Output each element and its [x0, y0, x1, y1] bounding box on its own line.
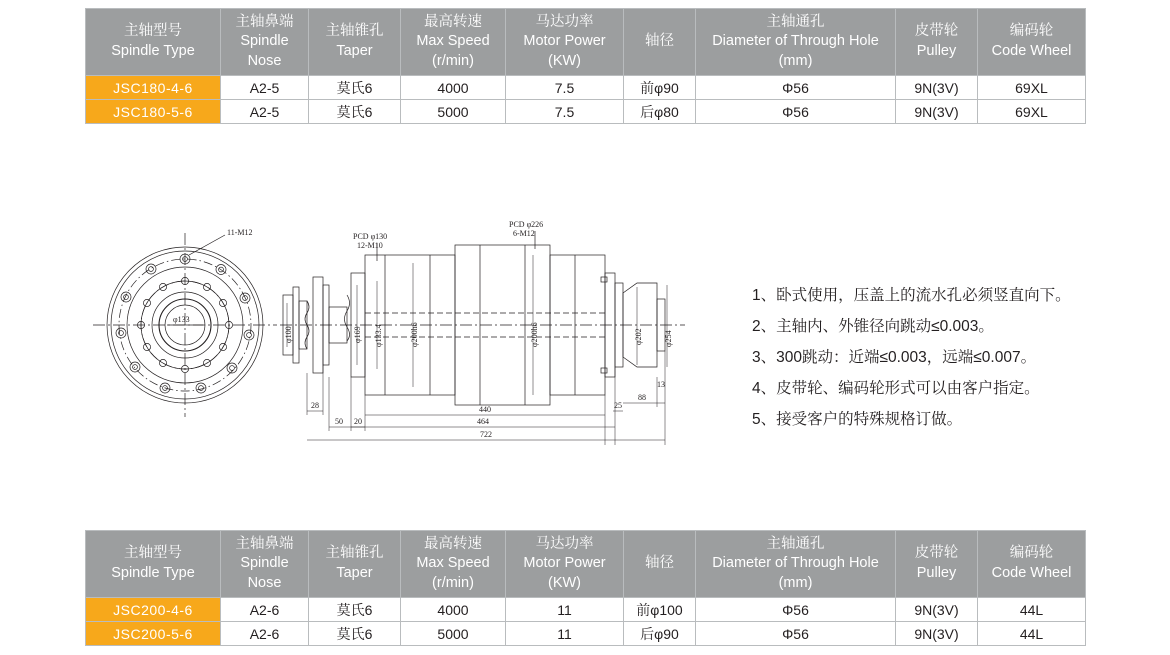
col-motor-power-cn: 马达功率	[535, 535, 594, 552]
note-item-3: 3、300跳动：近端≤0.003，远端≤0.007。	[752, 349, 1037, 366]
col-code-wheel	[978, 531, 1086, 598]
col-through-hole-unit: (mm)	[778, 574, 813, 591]
cell-code-wheel: 44L	[978, 598, 1086, 622]
col-taper-cn: 主轴锥孔	[325, 23, 384, 40]
col-motor-power-unit: (KW)	[547, 52, 581, 69]
label-25: 25	[614, 401, 622, 410]
cell-pulley: 9N(3V)	[896, 100, 978, 124]
col-spindle-nose-en2: Nose	[247, 52, 282, 69]
cell-taper: 莫氏6	[309, 100, 401, 124]
front-view	[93, 228, 277, 417]
col-shaft-diameter	[624, 9, 696, 76]
col-max-speed-en: Max Speed	[416, 33, 490, 50]
cell-max-speed: 4000	[401, 76, 506, 100]
table-row	[86, 622, 1086, 646]
col-spindle-nose-en2: Nose	[247, 574, 282, 591]
col-pulley-cn: 皮带轮	[914, 23, 959, 40]
cell-model: JSC200-4-6	[86, 598, 221, 622]
cell-nose: A2-5	[221, 76, 309, 100]
col-code-wheel-en: Code Wheel	[991, 565, 1072, 581]
technical-drawing	[85, 215, 745, 485]
label-pcd-226: PCD φ226	[509, 220, 544, 229]
cell-nose: A2-6	[221, 598, 309, 622]
col-motor-power	[506, 531, 624, 598]
col-spindle-type	[86, 9, 221, 76]
col-motor-power-cn: 马达功率	[535, 13, 594, 30]
spec-table-bottom	[85, 530, 1086, 646]
col-shaft-diameter-cn: 轴径	[645, 555, 674, 572]
col-through-hole	[696, 531, 896, 598]
table-row	[86, 100, 1086, 124]
col-motor-power	[506, 9, 624, 76]
label-dia-169: φ169	[353, 326, 362, 343]
col-pulley	[896, 531, 978, 598]
label-464: 464	[477, 417, 489, 426]
cell-code-wheel: 44L	[978, 622, 1086, 646]
cell-max-speed: 4000	[401, 598, 506, 622]
label-dia-254: φ254	[664, 330, 673, 347]
col-code-wheel-cn: 编码轮	[1009, 23, 1054, 40]
col-spindle-type	[86, 531, 221, 598]
col-max-speed-unit: (r/min)	[432, 574, 474, 591]
col-max-speed	[401, 531, 506, 598]
col-max-speed-cn: 最高转速	[424, 13, 482, 30]
label-dia-100: φ100	[284, 326, 293, 343]
cell-shaft-diameter: 后φ80	[624, 100, 696, 124]
cell-through-hole: Φ56	[696, 598, 896, 622]
col-motor-power-unit: (KW)	[547, 574, 581, 591]
cell-shaft-diameter: 后φ90	[624, 622, 696, 646]
notes-list	[752, 280, 1152, 435]
col-spindle-nose-en: Spindle	[240, 555, 289, 572]
spec-table-top	[85, 8, 1086, 124]
col-motor-power-en: Motor Power	[523, 555, 606, 572]
col-shaft-diameter-cn: 轴径	[645, 33, 674, 50]
cell-nose: A2-5	[221, 100, 309, 124]
col-taper-en: Taper	[336, 43, 373, 59]
label-722: 722	[480, 430, 492, 439]
col-code-wheel-en: Code Wheel	[991, 43, 1072, 59]
label-28: 28	[311, 401, 319, 410]
cell-model: JSC200-5-6	[86, 622, 221, 646]
label-88: 88	[638, 393, 646, 402]
col-motor-power-en: Motor Power	[523, 33, 606, 50]
label-50: 50	[335, 417, 343, 426]
label-20: 20	[354, 417, 362, 426]
note-item-4: 4、皮带轮、编码轮形式可以由客户指定。	[752, 380, 1040, 397]
col-spindle-nose-en: Spindle	[240, 33, 289, 50]
cell-pulley: 9N(3V)	[896, 598, 978, 622]
label-dia-202: φ202	[634, 328, 643, 345]
col-pulley-en: Pulley	[916, 43, 957, 59]
col-max-speed	[401, 9, 506, 76]
cell-shaft-diameter: 前φ90	[624, 76, 696, 100]
table-header-row	[86, 9, 1086, 76]
col-taper-cn: 主轴锥孔	[325, 545, 384, 562]
cell-pulley: 9N(3V)	[896, 622, 978, 646]
label-6-m12: 6-M12	[513, 229, 535, 238]
section-view	[280, 220, 685, 445]
cell-taper: 莫氏6	[309, 76, 401, 100]
col-spindle-nose-cn: 主轴鼻端	[235, 13, 294, 30]
col-max-speed-unit: (r/min)	[432, 52, 474, 69]
col-through-hole-en: Diameter of Through Hole	[712, 555, 879, 572]
col-code-wheel	[978, 9, 1086, 76]
cell-taper: 莫氏6	[309, 598, 401, 622]
cell-through-hole: Φ56	[696, 622, 896, 646]
label-dia-133-4: φ133.4	[374, 324, 383, 347]
col-spindle-type-en: Spindle Type	[111, 43, 195, 59]
note-item-1: 1、卧式使用，压盖上的流水孔必须竖直向下。	[752, 287, 1071, 304]
label-12-m10: 12-M10	[357, 241, 383, 250]
label-dia-133: φ133	[173, 315, 190, 324]
col-taper	[309, 9, 401, 76]
cell-motor-power: 7.5	[506, 76, 624, 100]
col-pulley	[896, 9, 978, 76]
table-row	[86, 598, 1086, 622]
col-pulley-cn: 皮带轮	[914, 545, 959, 562]
label-pcd-130: PCD φ130	[353, 232, 388, 241]
cell-max-speed: 5000	[401, 622, 506, 646]
col-taper	[309, 531, 401, 598]
note-item-2: 2、主轴内、外锥径向跳动≤0.003。	[752, 318, 994, 335]
col-through-hole-unit: (mm)	[778, 52, 813, 69]
cell-max-speed: 5000	[401, 100, 506, 124]
cell-through-hole: Φ56	[696, 100, 896, 124]
cell-through-hole: Φ56	[696, 76, 896, 100]
col-spindle-nose	[221, 9, 309, 76]
col-pulley-en: Pulley	[916, 565, 957, 581]
cell-code-wheel: 69XL	[978, 76, 1086, 100]
cell-motor-power: 7.5	[506, 100, 624, 124]
table-header-row	[86, 531, 1086, 598]
cell-model: JSC180-4-6	[86, 76, 221, 100]
col-spindle-type-cn: 主轴型号	[124, 545, 182, 562]
col-through-hole-en: Diameter of Through Hole	[712, 33, 879, 50]
cell-taper: 莫氏6	[309, 622, 401, 646]
col-through-hole	[696, 9, 896, 76]
cell-nose: A2-6	[221, 622, 309, 646]
table-row	[86, 76, 1086, 100]
col-spindle-type-en: Spindle Type	[111, 565, 195, 581]
label-dia-200h6-right: φ200h6	[530, 322, 539, 347]
cell-shaft-diameter: 前φ100	[624, 598, 696, 622]
col-spindle-nose-cn: 主轴鼻端	[235, 535, 294, 552]
col-shaft-diameter	[624, 531, 696, 598]
col-code-wheel-cn: 编码轮	[1009, 545, 1054, 562]
note-item-5: 5、接受客户的特殊规格订做。	[752, 411, 963, 428]
col-taper-en: Taper	[336, 565, 373, 581]
col-through-hole-cn: 主轴通孔	[766, 535, 825, 552]
col-spindle-nose	[221, 531, 309, 598]
label-440: 440	[479, 405, 491, 414]
label-13: 13	[657, 380, 665, 389]
cell-code-wheel: 69XL	[978, 100, 1086, 124]
cell-motor-power: 11	[506, 622, 624, 646]
col-spindle-type-cn: 主轴型号	[124, 23, 182, 40]
col-max-speed-en: Max Speed	[416, 555, 490, 572]
cell-pulley: 9N(3V)	[896, 76, 978, 100]
label-11-m12: 11-M12	[227, 228, 253, 237]
label-dia-200h6-left: φ200h6	[410, 322, 419, 347]
col-through-hole-cn: 主轴通孔	[766, 13, 825, 30]
col-max-speed-cn: 最高转速	[424, 535, 482, 552]
cell-motor-power: 11	[506, 598, 624, 622]
cell-model: JSC180-5-6	[86, 100, 221, 124]
